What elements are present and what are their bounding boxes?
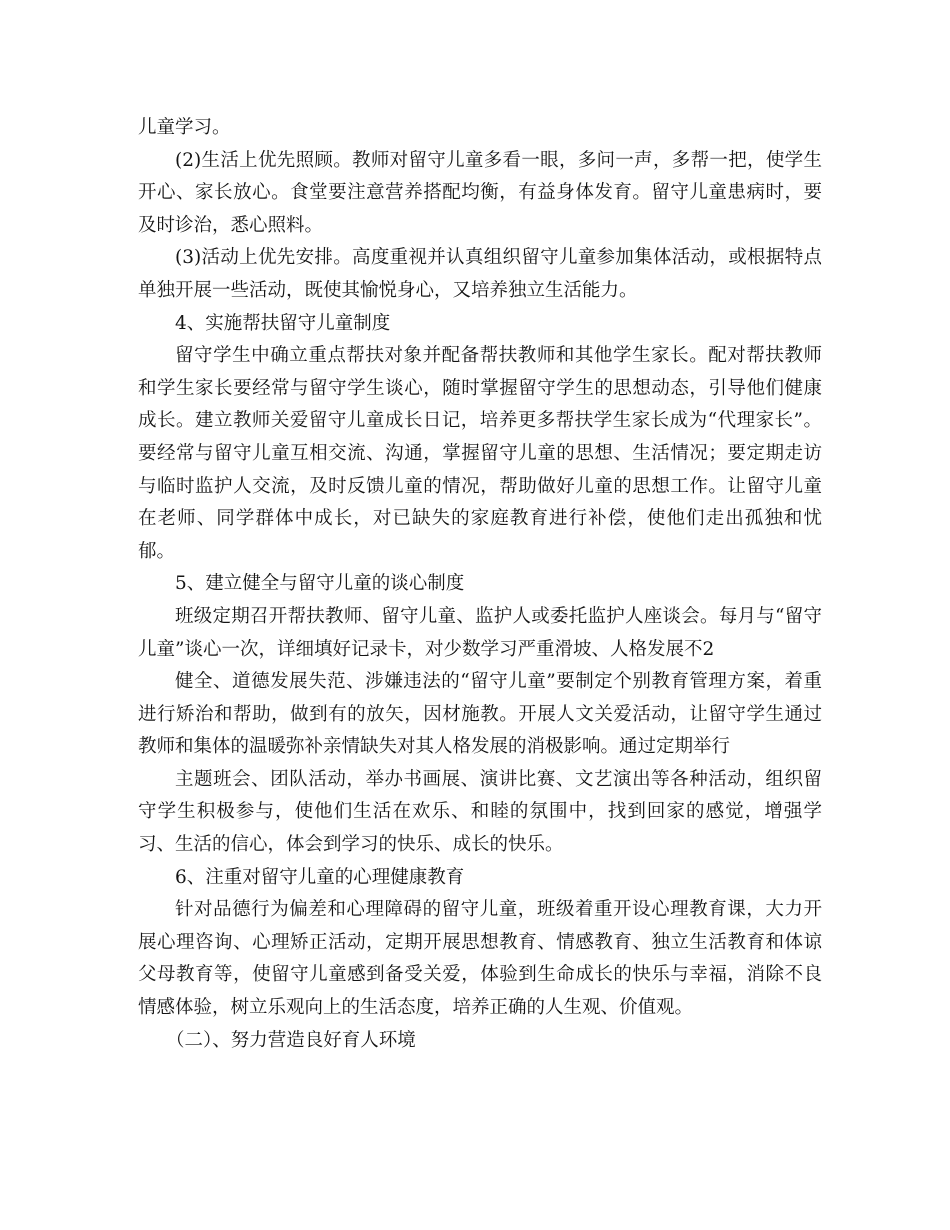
paragraph-theme-activities: 主题班会、团队活动，举办书画展、演讲比赛、文艺演出等各种活动，组织留守学生积极参与，使他们生活在欢乐、和睦的氛围中，找到回家的感觉，增强学习、生活的信心，体会到学习的快乐、成长的快乐。 bbox=[138, 768, 822, 856]
paragraph-support-system: 留守学生中确立重点帮扶对象并配备帮扶教师和其他学生家长。配对帮扶教师和学生家长要经常与留守学生谈心，随时掌握留守学生的思想动态，引导他们健康成长。建立教师关爱留守儿童成长日记，培养更多帮扶学生家长成为“代理家长”。要经常与留守儿童互相交流、沟通，掌握留守儿童的思想、生活情况；要定期走访与临时监护人交流，及时反馈儿童的情况，帮助做好儿童的思想工作。让留守儿童在老师、同学群体中成长，对已缺失的家庭教育进行补偿，使他们走出孤独和忧郁。 bbox=[138, 345, 822, 562]
section-heading-4: 4、实施帮扶留守儿童制度 bbox=[175, 312, 391, 334]
paragraph-life-care: (2)生活上优先照顾。教师对留守儿童多看一眼，多问一声，多帮一把，使学生开心、家长放心。食堂要注意营养搭配均衡，有益身体发育。留守儿童患病时，要及时诊治，悉心照料。 bbox=[138, 149, 822, 236]
paragraph-talk-meeting: 班级定期召开帮扶教师、留守儿童、监护人或委托监护人座谈会。每月与“留守儿童”谈心一次，详细填好记录卡，对少数学习严重滑坡、人格发展不2 bbox=[138, 605, 822, 660]
section-heading-5: 5、建立健全与留守儿童的谈心制度 bbox=[175, 573, 465, 595]
section-heading-6: 6、注重对留守儿童的心理健康教育 bbox=[175, 866, 465, 888]
paragraph-activity-priority: (3)活动上优先安排。高度重视并认真组织留守儿童参加集体活动，或根据特点单独开展一些活动，既使其愉悦身心，又培养独立生活能力。 bbox=[138, 247, 822, 301]
section-heading-part-2: （二）、努力营造良好育人环境 bbox=[166, 1029, 416, 1051]
document-body bbox=[138, 112, 822, 1057]
paragraph-continuation: 儿童学习。 bbox=[138, 117, 231, 138]
paragraph-mental-health: 针对品德行为偏差和心理障碍的留守儿童，班级着重开设心理教育课，大力开展心理咨询、心理矫正活动，定期开展思想教育、情感教育、独立生活教育和体谅父母教育等，使留守儿童感到备受关爱，体验到生命成长的快乐与幸福，消除不良情感体验，树立乐观向上的生活态度，培养正确的人生观、价值观。 bbox=[138, 899, 822, 1019]
paragraph-individual-plan: 健全、道德发展失范、涉嫌违法的“留守儿童”要制定个别教育管理方案，着重进行矫治和帮助，做到有的放矢，因材施教。开展人文关爱活动，让留守学生通过教师和集体的温暖弥补亲情缺失对其人格发展的消极影响。通过定期举行 bbox=[138, 671, 822, 758]
